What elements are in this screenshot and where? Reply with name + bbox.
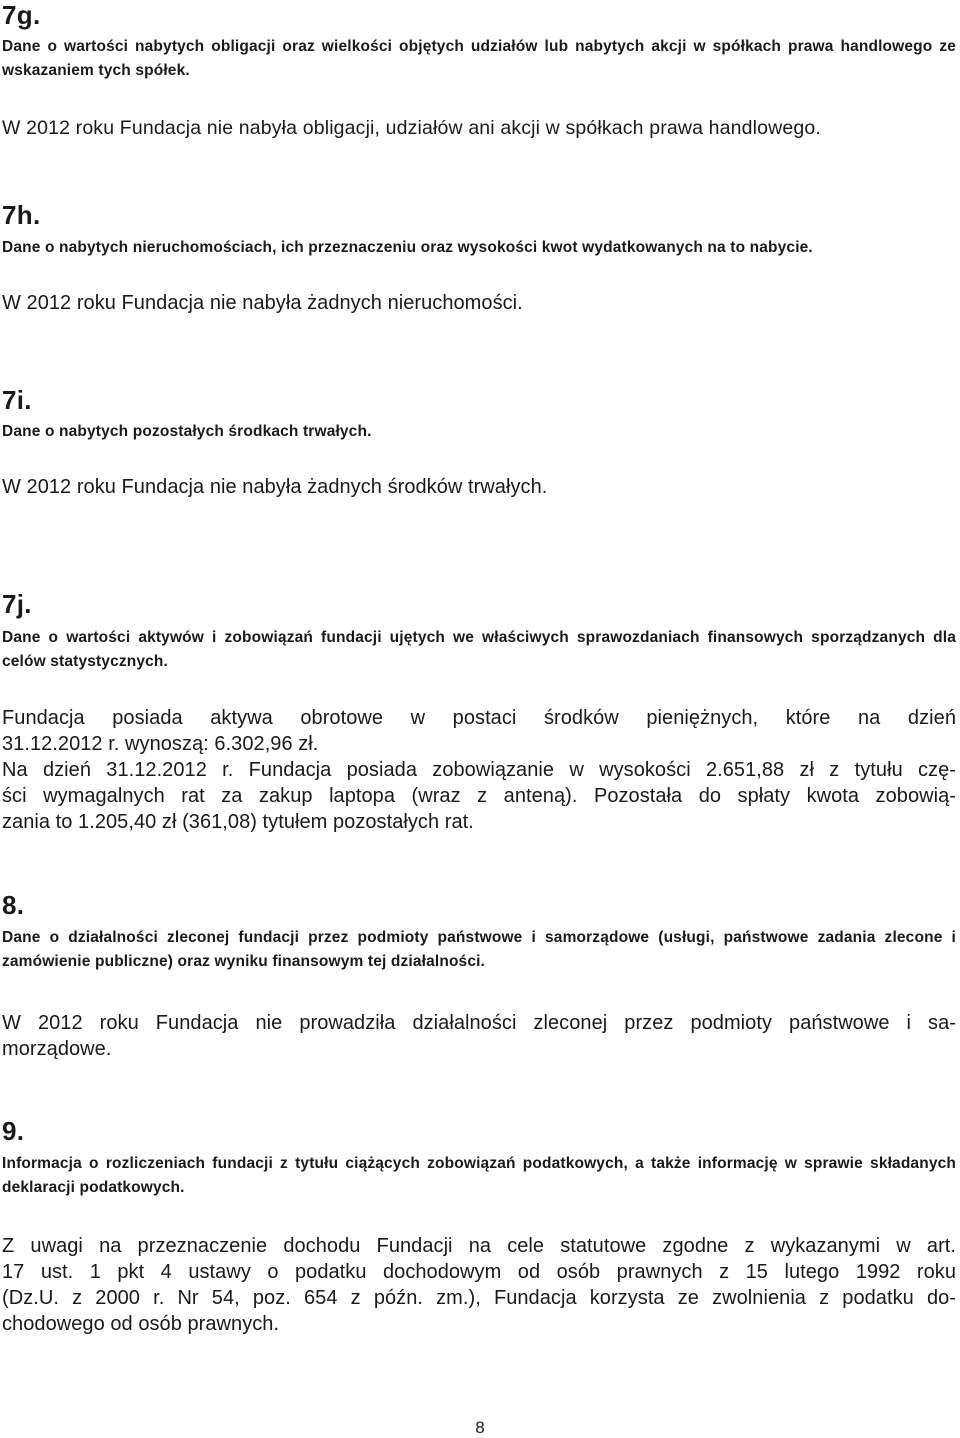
section-7h-question: Dane o nabytych nieruchomościach, ich przeznaczeniu oraz wysokości kwot wydatkowanych na to nabycie. bbox=[2, 239, 813, 256]
section-7g-question: Dane o wartości nabytych obligacji oraz wielkości objętych udziałów lub nabytych akcji w spółkach prawa handlowego ze wskazaniem tych spółek. bbox=[2, 38, 956, 79]
section-8-question: Dane o działalności zleconej fundacji przez podmioty państwowe i samorządowe (usługi, państwowe zadania zlecone i zamówienie publiczne) oraz wyniku finansowym tej działalności. bbox=[2, 929, 956, 970]
answer-line: 31.12.2012 r. wynoszą: 6.302,96 zł. bbox=[2, 733, 319, 755]
section-7h-heading: 7h. bbox=[2, 200, 41, 230]
section-7h-answer: W 2012 roku Fundacja nie nabyła żadnych nieruchomości. bbox=[2, 292, 523, 314]
answer-line: chodowego od osób prawnych. bbox=[2, 1313, 280, 1335]
answer-line: ści wymagalnych rat za zakup laptopa (wraz z anteną). Pozostała do spłaty kwota zobowią- bbox=[2, 785, 956, 807]
answer-line: Fundacja posiada aktywa obrotowe w postaci środków pieniężnych, które na dzień bbox=[2, 707, 956, 729]
answer-line: morządowe. bbox=[2, 1038, 112, 1060]
section-7i-answer: W 2012 roku Fundacja nie nabyła żadnych środków trwałych. bbox=[2, 476, 548, 498]
section-7j-question: Dane o wartości aktywów i zobowiązań fundacji ujętych we właściwych sprawozdaniach finansowych sporządzanych dla celów statystycznych. bbox=[2, 629, 956, 670]
answer-line: (Dz.U. z 2000 r. Nr 54, poz. 654 z późn. zm.), Fundacja korzysta ze zwolnienia z podatku do- bbox=[2, 1287, 956, 1309]
section-8-heading: 8. bbox=[2, 890, 25, 920]
page-number: 8 bbox=[475, 1418, 485, 1437]
section-7i-question: Dane o nabytych pozostałych środkach trwałych. bbox=[2, 423, 372, 440]
answer-line: zania to 1.205,40 zł (361,08) tytułem pozostałych rat. bbox=[2, 811, 474, 833]
answer-line: W 2012 roku Fundacja nie prowadziła działalności zleconej przez podmioty państwowe i sa- bbox=[2, 1012, 956, 1034]
section-7g-answer: W 2012 roku Fundacja nie nabyła obligacji, udziałów ani akcji w spółkach prawa handlowego. bbox=[2, 117, 821, 139]
section-7i-heading: 7i. bbox=[2, 385, 32, 415]
section-7j-heading: 7j. bbox=[2, 589, 32, 619]
section-9-question: Informacja o rozliczeniach fundacji z tytułu ciążących zobowiązań podatkowych, a także informację w sprawie składanych deklaracji podatkowych. bbox=[2, 1155, 956, 1196]
answer-line: 17 ust. 1 pkt 4 ustawy o podatku dochodowym od osób prawnych z 15 lutego 1992 roku bbox=[2, 1261, 956, 1283]
section-7j-answer bbox=[2, 705, 956, 835]
answer-line: Z uwagi na przeznaczenie dochodu Fundacji na cele statutowe zgodne z wykazanymi w art. bbox=[2, 1235, 956, 1257]
section-9-heading: 9. bbox=[2, 1116, 25, 1146]
section-9-answer bbox=[2, 1233, 956, 1337]
section-7g-heading: 7g. bbox=[2, 0, 41, 30]
answer-line: Na dzień 31.12.2012 r. Fundacja posiada zobowiązanie w wysokości 2.651,88 zł z tytułu czę- bbox=[2, 759, 956, 781]
section-8-answer bbox=[2, 1010, 956, 1062]
